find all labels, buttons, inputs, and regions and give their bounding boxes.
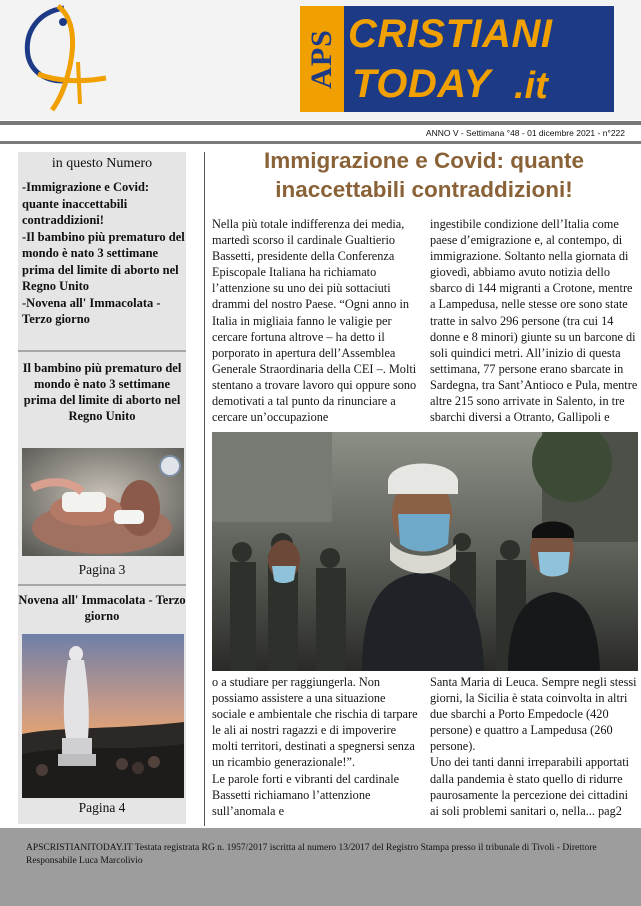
crowd-with-masks-photo[interactable] xyxy=(212,432,638,671)
brand-aps: APS xyxy=(305,29,338,89)
brand-tld: .it xyxy=(514,65,548,107)
article-column xyxy=(430,216,638,432)
column-divider xyxy=(204,152,205,826)
toc-title: in questo Numero xyxy=(51,156,153,171)
article-column xyxy=(430,674,638,822)
article-headline: Immigrazione e Covid: quante inaccettabili contraddizioni! xyxy=(263,148,585,202)
article-paragraph: o a studiare per raggiungerla. Non possiamo assistere a una situazione sociale e ambientale che rischia di tarpare le ali ai nostri ragazzi e di impoverire molti territori, destinati a spegnersi senza un ricambio generazionale!”. xyxy=(212,675,418,770)
article-paragraph: Santa Maria di Leuca. Sempre negli stessi giorni, la Sicilia è stata coinvolta in altri due sbarchi a Porto Empedocle (420 persone) e quattro a Lampedusa (260 persone). xyxy=(430,675,637,754)
brand-aps-band xyxy=(300,6,344,112)
footer xyxy=(0,828,641,906)
article-paragraph: Le parole forti e vibranti del cardinale Bassetti richiamano l’attenzione sull’anomala e xyxy=(212,771,400,818)
issue-info: ANNO V - Settimana °48 - 01 dicembre 2021 - n°222 xyxy=(425,128,625,138)
article-paragraph: Nella più totale indifferenza dei media, martedì scorso il cardinale Gualtierio Bassetti, presidente della Conferenza Episcopale Italiana ha richiamato l’attenzione su uno dei più sottaciuti drammi del nostro Paese. “Ogni anno in Italia in migliaia fanno le valigie per cercare fortuna altrove – ha detto il porporato in apertura dell’Assemblea Generale Straordinaria della CEI –. Molti stentano a trovare lavoro qui oppure sono demotivati a tal punto da rinunciare a cercare un’occupazione xyxy=(212,217,417,425)
sidebar-article-title[interactable]: Novena all' Immacolata - Terzo giorno xyxy=(18,593,186,623)
toc-list xyxy=(22,179,186,328)
madonna-statue-photo[interactable] xyxy=(22,634,184,798)
article-paragraph: ingestibile condizione dell’Italia come paese d’emigrazione e, al contempo, di immigrazione. Soltanto nella giornata di giovedì, abbiamo avuto notizia dello sbarco di 144 migranti a Crotone, mentre a Lampedusa, nelle stesse ore sono state tratte in salvo 296 persone (tra cui 14 donne e 8 minori) giunte su un barcone di soli quindici metri. All’inizio di questa settimana, 77 persone erano sbarcate in Sardegna, tra Sant’Antioco e Pula, mentre altre 215 sono arrivate in Salento, in tre sbarchi diversi a Otranto, Gallipoli e xyxy=(430,217,638,425)
article-paragraph: Uno dei tanti danni irreparabili apportati dalla pandemia è stato quello di ridurre paurosamente la percezione dei cittadini ai soli problemi sanitari o, nella... pag2 xyxy=(430,755,630,818)
toc-item[interactable]: -Immigrazione e Covid: quante inaccettabili contraddizioni! xyxy=(22,180,150,227)
fish-cross-logo-icon xyxy=(18,4,114,114)
toc-item[interactable]: -Novena all' Immacolata - Terzo giorno xyxy=(22,295,161,326)
sidebar-page-ref[interactable]: Pagina 3 xyxy=(78,562,126,577)
brand-line1: CRISTIANI xyxy=(348,12,553,56)
header-rule-bottom xyxy=(0,141,641,144)
brand-logo xyxy=(300,6,614,112)
article-column xyxy=(212,216,420,428)
sidebar-divider xyxy=(18,584,186,586)
premature-baby-photo[interactable] xyxy=(22,448,184,556)
footer-legal-text: APSCRISTIANITODAY.IT Testata registrata RG n. 1957/2017 iscritta al numero 13/2017 del Registro Stampa presso il tribunale di Tivoli - Direttore Responsabile Luca Marcolivio xyxy=(26,843,597,866)
sidebar xyxy=(18,152,186,824)
article-column xyxy=(212,674,420,822)
sidebar-article-title[interactable]: Il bambino più prematuro del mondo è nato 3 settimane prima del limite di aborto nel Regno Unito xyxy=(22,361,182,423)
sidebar-page-ref[interactable]: Pagina 4 xyxy=(78,800,126,815)
brand-line2: TODAY xyxy=(352,62,491,106)
header-rule-top xyxy=(0,121,641,125)
masthead xyxy=(0,0,641,120)
sidebar-divider xyxy=(18,350,186,352)
toc-item[interactable]: -Il bambino più prematuro del mondo è nato 3 settimane prima del limite di aborto nel Regno Unito xyxy=(22,229,185,293)
